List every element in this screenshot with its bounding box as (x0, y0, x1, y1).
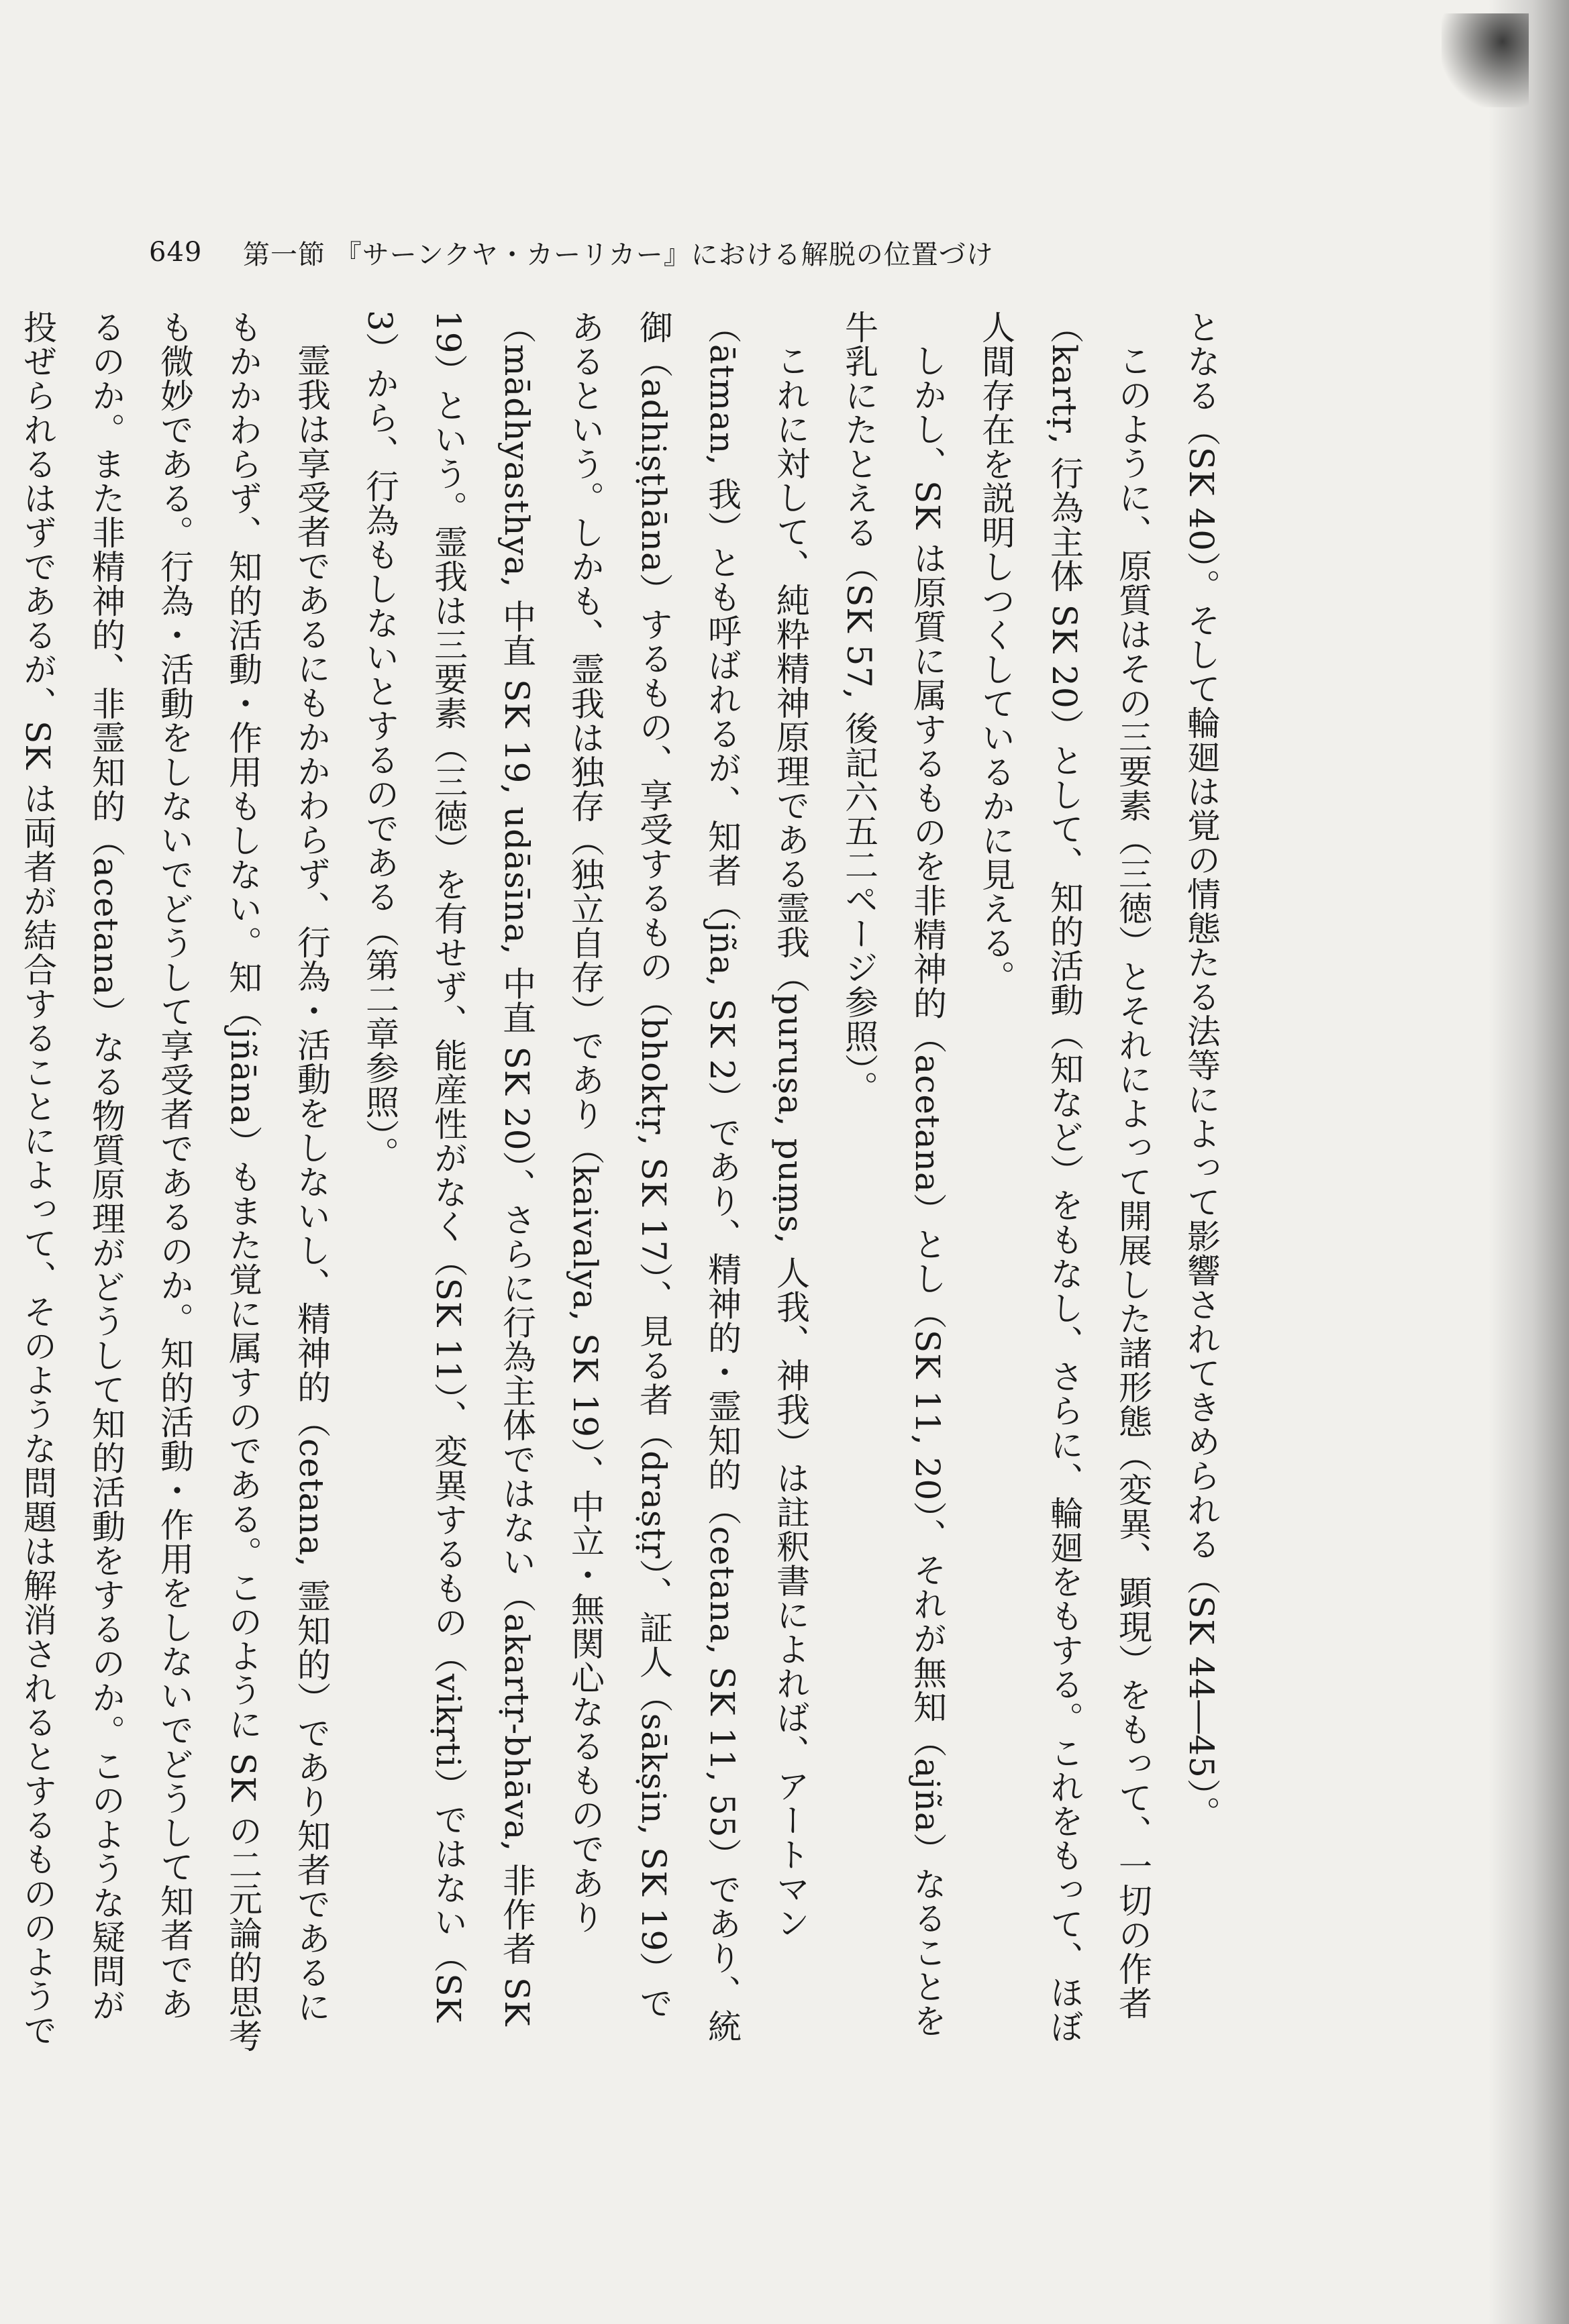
running-header (149, 232, 994, 272)
page-edge-shadow (1488, 0, 1569, 2324)
paragraph-1: このように、原質はその三要素（三徳）とそれによって開展した諸形態（変異、顕現）をもって、一切の作者（kartṛ, 行為主体 SK 20）として、知的活動（知など）をもなし、さらに、輪廻をもする。これをもって、ほぼ人間存在を説明しつくしているかに見える。 (976, 310, 1152, 2044)
paragraph-3: これに対して、純粋精神原理である霊我（puruṣa, puṃs, 人我、神我）は註釈書によれば、アートマン（ātman, 我）とも呼ばれるが、知者（jña, SK 2）であり、精神的・霊知的（cetana, SK 11, 55）であり、統御（adhiṣṭhāna）するもの、享受するもの（bhoktṛ, SK 17）、見る者（draṣṭṛ）、証人（sākṣin, SK 19）であるという。しかも、霊我は独存（独立自存）であり（kaivalya, SK 19）、中立・無関心なるものであり（mādhyasthya, 中直 SK 19, udāsīna, 中直 SK 20）、さらに行為主体ではない（akartṛ-bhāva, 非作者 SK 19）という。霊我は三要素（三徳）を有せず、能産性がなく（SK 11）、変異するもの（vikṛti）ではない（SK 3）から、行為もしないとするのである（第二章参照）。 (360, 310, 810, 2044)
paragraph-4: 霊我は享受者であるにもかかわらず、行為・活動をしないし、精神的（cetana, 霊知的）であり知者であるにもかかわらず、知的活動・作用もしない。知（jñāna）もまた覚に属すのである。このように SK の二元論的思考も微妙である。行為・活動をしないでどうして享受者であるのか。知的活動・作用をしないでどうして知者であるのか。また非精神的、非霊知的（acetana）なる物質原理がどうして知的活動をするのか。このような疑問が投ぜられるはずであるが、SK は両者が結合することによって、そのような問題は解消されるとするもののようで (18, 310, 331, 2053)
vertical-body-text (18, 310, 1235, 2054)
paragraph-0: となる（SK 40）。そして輪廻は覚の情態たる法等によって影響されてきめられる（SK 44―45）。 (1182, 310, 1221, 1830)
paragraph-2: しかし、SK は原質に属するものを非精神的（acetana）とし（SK 11, 20）、それが無知（ajña）なることを牛乳にたとえる（SK 57, 後記六五二ページ参照）。 (840, 310, 947, 2038)
page-number: 649 (149, 237, 203, 268)
running-title: 第一節 『サーンクヤ・カーリカー』における解脱の位置づけ (243, 239, 994, 270)
scan-corner-mark (1441, 13, 1529, 107)
